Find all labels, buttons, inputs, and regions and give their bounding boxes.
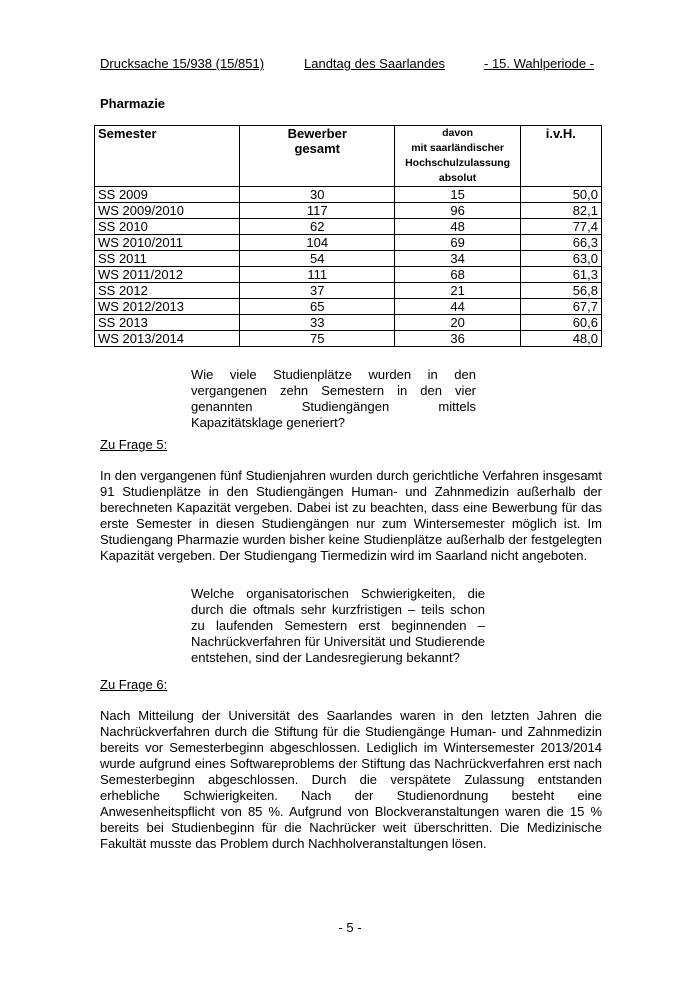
answer-5-label: Zu Frage 5: — [100, 437, 168, 452]
cell-applicants: 62 — [240, 219, 395, 235]
cell-saarland-absolute: 21 — [395, 283, 520, 299]
cell-percent: 50,0 — [520, 187, 601, 203]
cell-applicants: 104 — [240, 235, 395, 251]
col-header-percent: i.v.H. — [520, 126, 601, 187]
cell-semester: SS 2010 — [95, 219, 240, 235]
cell-saarland-absolute: 69 — [395, 235, 520, 251]
cell-saarland-absolute: 15 — [395, 187, 520, 203]
answer-6-label: Zu Frage 6: — [100, 677, 168, 692]
cell-percent: 60,6 — [520, 315, 601, 331]
table-row — [95, 315, 602, 331]
cell-semester: SS 2012 — [95, 283, 240, 299]
header-parliament-name: Landtag des Saarlandes — [304, 56, 445, 71]
table-header-row — [95, 126, 602, 187]
col-header-applicants-line2: gesamt — [294, 141, 341, 156]
header-document-number: Drucksache 15/938 (15/851) — [100, 56, 265, 71]
applicants-table — [94, 125, 602, 347]
cell-saarland-absolute: 48 — [395, 219, 520, 235]
cell-applicants: 54 — [240, 251, 395, 267]
table-row — [95, 267, 602, 283]
table-row — [95, 331, 602, 347]
table-row — [95, 251, 602, 267]
cell-applicants: 30 — [240, 187, 395, 203]
table-row — [95, 203, 602, 219]
cell-percent: 48,0 — [520, 331, 601, 347]
cell-semester: WS 2010/2011 — [95, 235, 240, 251]
page-number: - 5 - — [338, 920, 362, 935]
cell-saarland-absolute: 96 — [395, 203, 520, 219]
cell-semester: SS 2013 — [95, 315, 240, 331]
cell-semester: SS 2011 — [95, 251, 240, 267]
cell-percent: 77,4 — [520, 219, 601, 235]
header-legislative-period: - 15. Wahlperiode - — [484, 56, 595, 71]
section-title: Pharmazie — [100, 96, 166, 111]
answer-5-text: In den vergangenen fünf Studienjahren wurden durch gerichtliche Verfahren insgesamt 91 Studienplätze in den Studiengängen Human- und Zahnmedizin außerhalb der berechneten Kapazität vergeben. Dabei ist zu beachten, dass eine Bewerbung für das erste Semester in diesen Studiengängen nur zum Wintersemester möglich ist. Im Studiengang Pharmazie wurden bisher keine Studienplätze außerhalb der festgelegten Kapazität vergeben. Der Studiengang Tiermedizin wird im Saarland nicht angeboten. — [100, 468, 602, 563]
table-row — [95, 187, 602, 203]
table-row — [95, 299, 602, 315]
cell-semester: WS 2012/2013 — [95, 299, 240, 315]
cell-percent: 82,1 — [520, 203, 601, 219]
cell-semester: WS 2009/2010 — [95, 203, 240, 219]
cell-applicants: 37 — [240, 283, 395, 299]
table-body — [95, 187, 602, 347]
table-row — [95, 219, 602, 235]
col-header-davon-line4: absolut — [438, 172, 477, 184]
col-header-saarland-absolute — [395, 126, 520, 187]
cell-percent: 66,3 — [520, 235, 601, 251]
col-header-davon-line3: Hochschulzulassung — [405, 157, 511, 169]
col-header-applicants-line1: Bewerber — [287, 126, 347, 141]
cell-percent: 56,8 — [520, 283, 601, 299]
cell-percent: 63,0 — [520, 251, 601, 267]
cell-saarland-absolute: 68 — [395, 267, 520, 283]
cell-applicants: 33 — [240, 315, 395, 331]
col-header-applicants — [240, 126, 395, 187]
cell-saarland-absolute: 34 — [395, 251, 520, 267]
table-row — [95, 235, 602, 251]
col-header-davon-line1: davon — [442, 127, 474, 139]
question-5: Wie viele Studienplätze wurden in den vergangenen zehn Semestern in den vier genannten Studiengängen mittels Kapazitätsklage generiert? — [191, 367, 476, 430]
cell-saarland-absolute: 36 — [395, 331, 520, 347]
cell-saarland-absolute: 20 — [395, 315, 520, 331]
question-6: Welche organisatorischen Schwierigkeiten, die durch die oftmals sehr kurzfristigen – teils schon zu laufenden Semestern erst beginnenden – Nachrückverfahren für Universität und Studierende entstehen, sind der Landesregierung bekannt? — [191, 586, 485, 665]
col-header-davon-line2: mit saarländischer — [411, 142, 504, 154]
cell-applicants: 117 — [240, 203, 395, 219]
cell-percent: 61,3 — [520, 267, 601, 283]
answer-6-text: Nach Mitteilung der Universität des Saarlandes waren in den letzten Jahren die Nachrückverfahren durch die Stiftung für die Studiengänge Human- und Zahnmedizin bereits vor Semesterbeginn abgeschlossen. Lediglich im Wintersemester 2013/2014 wurde aufgrund eines Softwareproblems der Stiftung das Nachrückverfahren erst nach Semesterbeginn abgeschlossen. Durch die verspätete Zulassung entstanden erhebliche Schwierigkeiten. Nach der Studienordnung besteht eine Anwesenheitspflicht von 85 %. Aufgrund von Blockveranstaltungen waren die 15 % bereits bei Studienbeginn für die Nachrücker weit überschritten. Die Medizinische Fakultät musste das Problem durch Nachholveranstaltungen lösen. — [100, 708, 602, 851]
cell-semester: WS 2013/2014 — [95, 331, 240, 347]
cell-applicants: 65 — [240, 299, 395, 315]
cell-percent: 67,7 — [520, 299, 601, 315]
cell-saarland-absolute: 44 — [395, 299, 520, 315]
cell-semester: SS 2009 — [95, 187, 240, 203]
table-row — [95, 283, 602, 299]
col-header-semester: Semester — [95, 126, 240, 187]
cell-semester: WS 2011/2012 — [95, 267, 240, 283]
cell-applicants: 75 — [240, 331, 395, 347]
cell-applicants: 111 — [240, 267, 395, 283]
